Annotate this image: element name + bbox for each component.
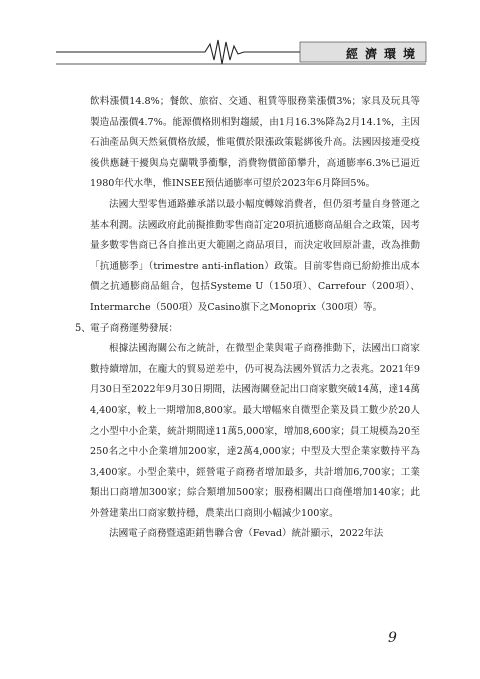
- section-title: 經濟環境: [345, 47, 422, 61]
- page-header: [0, 34, 480, 74]
- page-number: 9: [388, 630, 397, 646]
- section-heading: [75, 319, 420, 340]
- paragraph: 法國電子商務暨遠距銷售聯合會（Fevad）統計顯示，2022年法: [109, 528, 384, 540]
- page-body: [75, 92, 420, 545]
- section-heading-text: 電子商務運勢發展：: [90, 322, 179, 334]
- paragraph: 法國大型零售通路雖承諾以最小幅度轉嫁消費者，但仍須考量自身營運之基本利潤。法國政府此前擬推動零售商訂定20項抗通膨商品組合之政策，因考量多數零售商已各自推出更大範圍之商品項目，而決定收回原計畫，改為推動「抗通膨季」（trimestre anti-inflation）政策。目前零售商已紛紛推出成本價之抗通膨商品組合，包括Systeme U（150項）、Carrefour（200項）、Intermarche（500項）及Casino旗下之Monoprix（300項）等。: [90, 198, 420, 313]
- paragraph: 根據法國海關公布之統計，在微型企業與電子商務推動下，法國出口商家數持續增加，在龐大的貿易逆差中，仍可視為法國外貿活力之表兆。2021年9月30日至2022年9月30日期間，法國海關登記出口商家數突破14萬，達14萬4,400家，較上一期增加8,800家。最大增幅來自微型企業及員工數少於20人之小型中小企業，統計期間達11萬5,000家，增加8,600家；員工規模為20至250名之中小企業增加200家，達2萬4,000家；中型及大型企業家數持平為3,400家。小型企業中，經營電子商務者增加最多，共計增加6,700家；工業類出口商增加300家；綜合類增加500家；服務相關出口商僅增加140家；此外營建業出口商家數持穩，農業出口商則小幅減少100家。: [90, 343, 420, 519]
- paragraph: 飲料漲價14.8%；餐飲、旅宿、交通、租賃等服務業漲價3%；家具及玩具等製造品漲價4.7%。能源價格則相對趨緩，由1月16.3%降為2月14.1%，主因石油產品與天然氣價格放緩，惟電價於限漲政策鬆綁後升高。法國因接連受疫後供應鏈干擾與烏克蘭戰爭衝擊，消費物價節節攀升，高通膨率6.3%已逼近1980年代水準，惟INSEE預估通膨率可望於2023年6月降回5%。: [90, 96, 420, 190]
- section-number: 5、: [75, 322, 92, 334]
